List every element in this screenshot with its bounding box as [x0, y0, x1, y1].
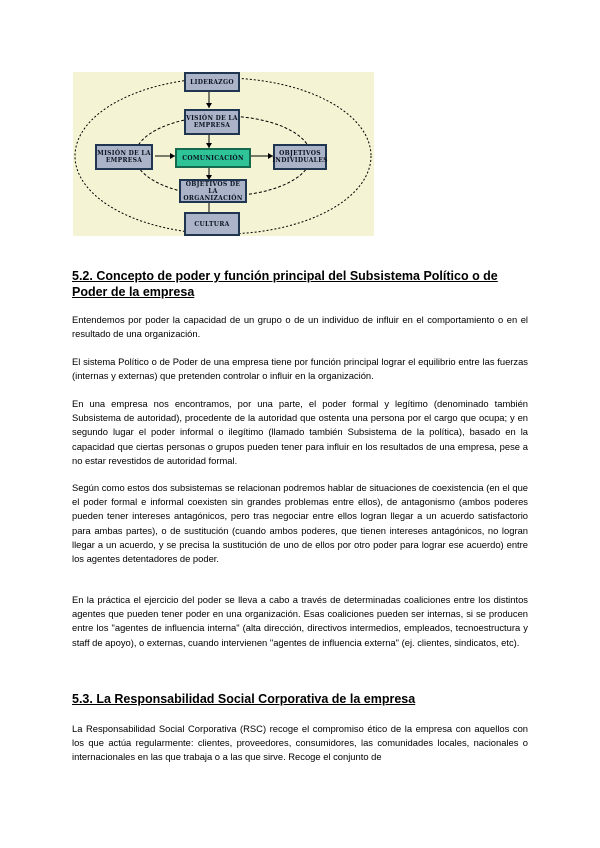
section-5-3-paragraph-1: La Responsabilidad Social Corporativa (RSC) recoge el compromiso ético de la empresa con aquellos con los que actúa regularmente: clientes, proveedores, consumidores, las comunidades locales, nacionales o internacionales en las que trabaja o a las que sirve. Recoge el conjunto de — [72, 723, 528, 763]
box-mision: MISIÓN DE LA EMPRESA — [95, 144, 153, 170]
box-comunicacion: COMUNICACIÓN — [175, 148, 251, 168]
box-objetivos-individuales: OBJETIVOS INDIVIDUALES — [273, 144, 327, 170]
section-5-2-paragraph-4: Según como estos dos subsistemas se relacionan podremos hablar de situaciones de coexistencia (en el que el poder formal e informal coexisten sin grandes problemas entre ellos), de antagonismo (ambos poderes pueden tener intereses antagónicos, pero tras negociar entre ellos logran llegar a un acuerdo satisfactorio para ambas partes), o de sustitución (cuando ambos poderes, que tienen intereses antagónicos, no logran llegar a un acuerdo, y se precisa la sustitución de uno de ellos por otro poder para lograr ese acuerdo) entre los agentes detentadores de poder. — [72, 482, 528, 565]
leadership-diagram — [73, 72, 374, 236]
section-5-2-paragraph-3: En una empresa nos encontramos, por una parte, el poder formal y legítimo (denominado también Subsistema de autoridad), procedente de la autoridad que ostenta una persona por el cargo que ocupa; y en segundo lugar el poder informal o ilegítimo (llamado también Subsistema de la política), basado en la capacidad que ciertas personas o grupos pueden tener para influir en los resultados de una empresa, pese a no estar revestidos de autoridad formal. — [72, 398, 528, 466]
box-vision: VISIÓN DE LA EMPRESA — [184, 109, 240, 135]
box-objetivos-organizacion: OBJETIVOS DE LA ORGANIZACIÓN — [179, 179, 247, 203]
section-5-2-paragraph-2: El sistema Político o de Poder de una empresa tiene por función principal lograr el equilibrio entre las fuerzas (internas y externas) que pretenden controlar o influir en la organización. — [72, 356, 528, 382]
section-5-2-paragraph-1: Entendemos por poder la capacidad de un grupo o de un individuo de influir en el comportamiento o en el resultado de una organización. — [72, 314, 528, 340]
section-5-2-paragraph-5: En la práctica el ejercicio del poder se lleva a cabo a través de determinadas coaliciones entre los distintos agentes que pueden tener poder en una organización. Esas coaliciones pueden ser internas, si se producen entre los "agentes de influencia interna" (alta dirección, directivos intermedios, empleados, tecnoestructura y staff de apoyo), o externas, cuando intervienen "agentes de influencia externa" (ej. clientes, sindicatos, etc). — [72, 594, 528, 648]
box-liderazgo: LIDERAZGO — [184, 72, 240, 92]
section-5-3-heading: 5.3. La Responsabilidad Social Corporativa de la empresa — [72, 692, 416, 706]
section-5-2-heading: 5.2. Concepto de poder y función principal del Subsistema Político o de Poder de la empresa — [72, 269, 498, 299]
box-cultura: CULTURA — [184, 212, 240, 236]
